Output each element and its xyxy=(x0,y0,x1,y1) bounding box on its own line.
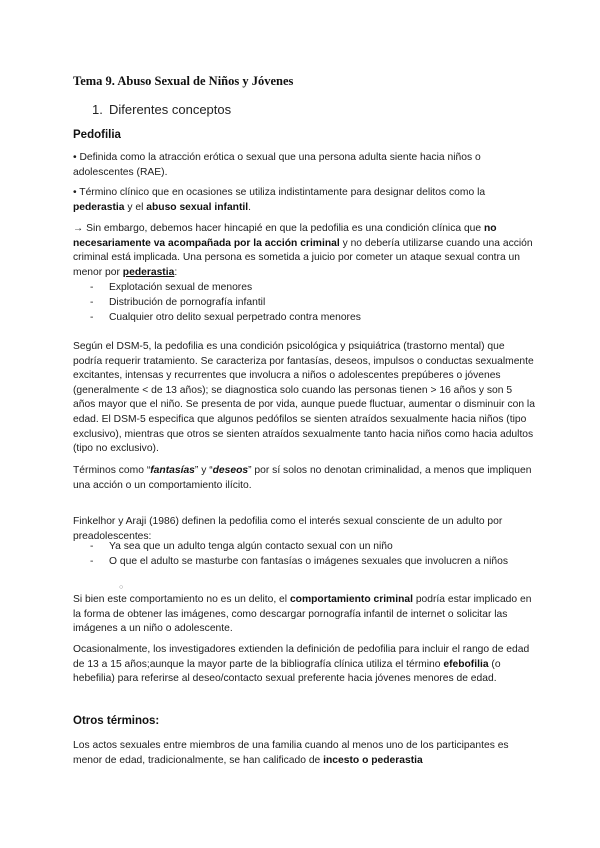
text-run: • Término clínico que en ocasiones se utiliza indistintamente para designar delitos como la xyxy=(73,187,486,198)
paragraph-fantasias xyxy=(73,464,535,493)
list-item: - Distribución de pornografía infantil xyxy=(90,297,266,308)
section-number: 1. xyxy=(92,102,103,117)
text-run: y no debería utilizarse cuando una acción criminal está implicada. Una persona es sometida a juicio por cometer un ataque sexual contra un menor por xyxy=(73,237,533,278)
text-run: Términos como “ xyxy=(73,465,151,476)
bold-italic-term: fantasías xyxy=(150,465,195,476)
list-item-text: Explotación sexual de menores xyxy=(109,282,253,293)
text-run: (o hebefilia) para referirse al deseo/contacto sexual preferente hacia jóvenes menores de edad. xyxy=(73,658,501,685)
bold-term: incesto o pederastia xyxy=(323,754,423,766)
empty-sublist-bullet-icon: ○ xyxy=(119,584,124,591)
text-run: ” por sí solos no denotan criminalidad, a menos que impliquen una acción o un comportamiento ilícito. xyxy=(73,465,532,491)
paragraph-efebofilia xyxy=(73,643,535,687)
finkelhor-list xyxy=(90,539,530,569)
crime-list xyxy=(90,280,530,325)
paragraph-definition: • Definida como la atracción erótica o sexual que una persona adulta siente hacia niños o adolescentes (RAE). xyxy=(73,152,481,178)
list-item: - O que el adulto se masturbe con fantasías o imágenes sexuales que involucren a niños xyxy=(90,556,508,567)
paragraph-dsm5: Según el DSM-5, la pedofilia es una condición psicológica y psiquiátrica (trastorno mental) que podría requerir tratamiento. Se caracteriza por fantasías, deseos, impulsos o conductas sexualmente excitantes, intensas y recurrentes que involucra a niños o adolescentes prepúberes o jóvenes (generalmente < de 13 años); se diagnostica solo cuando las personas tienen > 16 años y son 5 años mayor que el niño. Se presenta de por vida, aunque puede fluctuar, aumentar o disminuir con la edad. El DSM-5 especifica que algunos pedófilos se sienten atraídos sexualmente hacia niños (tipo exclusivo), mientras que otros se sienten atraídos sexualmente tanto hacia niños como hacia adultos (tipo no exclusivo). xyxy=(73,341,535,455)
text-run: → Sin embargo, debemos hacer hincapié en que la pedofilia es una condición clínica que xyxy=(73,223,484,234)
paragraph-clinical-condition xyxy=(73,222,535,280)
bold-term: efebofilia xyxy=(443,658,489,670)
text-run: y el xyxy=(124,201,147,213)
bold-term: pederastia xyxy=(73,201,125,213)
pedofilia-heading: Pedofilia xyxy=(73,129,121,141)
list-item: - Ya sea que un adulto tenga algún contacto sexual con un niño xyxy=(90,541,393,552)
bold-term: abuso sexual infantil xyxy=(146,201,249,213)
text-run: : xyxy=(174,266,178,278)
section-label: Diferentes conceptos xyxy=(109,102,232,117)
bold-term: no necesariamente va acompañada por la acción criminal xyxy=(73,223,497,249)
text-run: podría estar implicado en la forma de obtener las imágenes, como descargar pornografía infantil de internet o solicitar las imágenes a un niño o adolescente. xyxy=(73,594,532,635)
text-run: Ocasionalmente, los investigadores extienden la definición de pedofilia para incluir el rango de edad de 13 a 15 años;aunque la mayor parte de la bibliografía clínica utiliza el término xyxy=(73,644,530,670)
text-run: . xyxy=(248,201,251,213)
paragraph-clinical-term xyxy=(73,186,535,215)
text-run: Si bien este comportamiento no es un delito, el xyxy=(73,594,290,605)
otros-terminos-heading: Otros términos: xyxy=(73,715,160,727)
text-run: ” y “ xyxy=(194,465,213,476)
list-item-text: O que el adulto se masturbe con fantasías o imágenes sexuales que involucren a niños xyxy=(109,556,508,567)
bold-term: comportamiento criminal xyxy=(289,594,413,605)
list-item-text: Distribución de pornografía infantil xyxy=(109,297,266,308)
bold-italic-term: deseos xyxy=(212,465,249,476)
paragraph-finkelhor: Finkelhor y Araji (1986) definen la pedofilia como el interés sexual consciente de un adulto por preadolescentes: xyxy=(73,516,503,542)
text-run: Los actos sexuales entre miembros de una familia cuando al menos uno de los participantes es menor de edad, tradicionalmente, se han calificado de xyxy=(73,740,509,766)
paragraph-incesto xyxy=(73,739,535,768)
list-item-text: Ya sea que un adulto tenga algún contacto sexual con un niño xyxy=(109,541,393,552)
section-heading xyxy=(92,102,231,117)
document-title: Tema 9. Abuso Sexual de Niños y Jóvenes xyxy=(73,74,294,88)
list-item-text: Cualquier otro delito sexual perpetrado contra menores xyxy=(109,312,361,323)
bold-underlined-term: pederastia xyxy=(122,266,175,278)
paragraph-comportamiento xyxy=(73,593,535,637)
list-item: - Cualquier otro delito sexual perpetrado contra menores xyxy=(90,312,361,323)
list-item: - Explotación sexual de menores xyxy=(90,282,253,293)
